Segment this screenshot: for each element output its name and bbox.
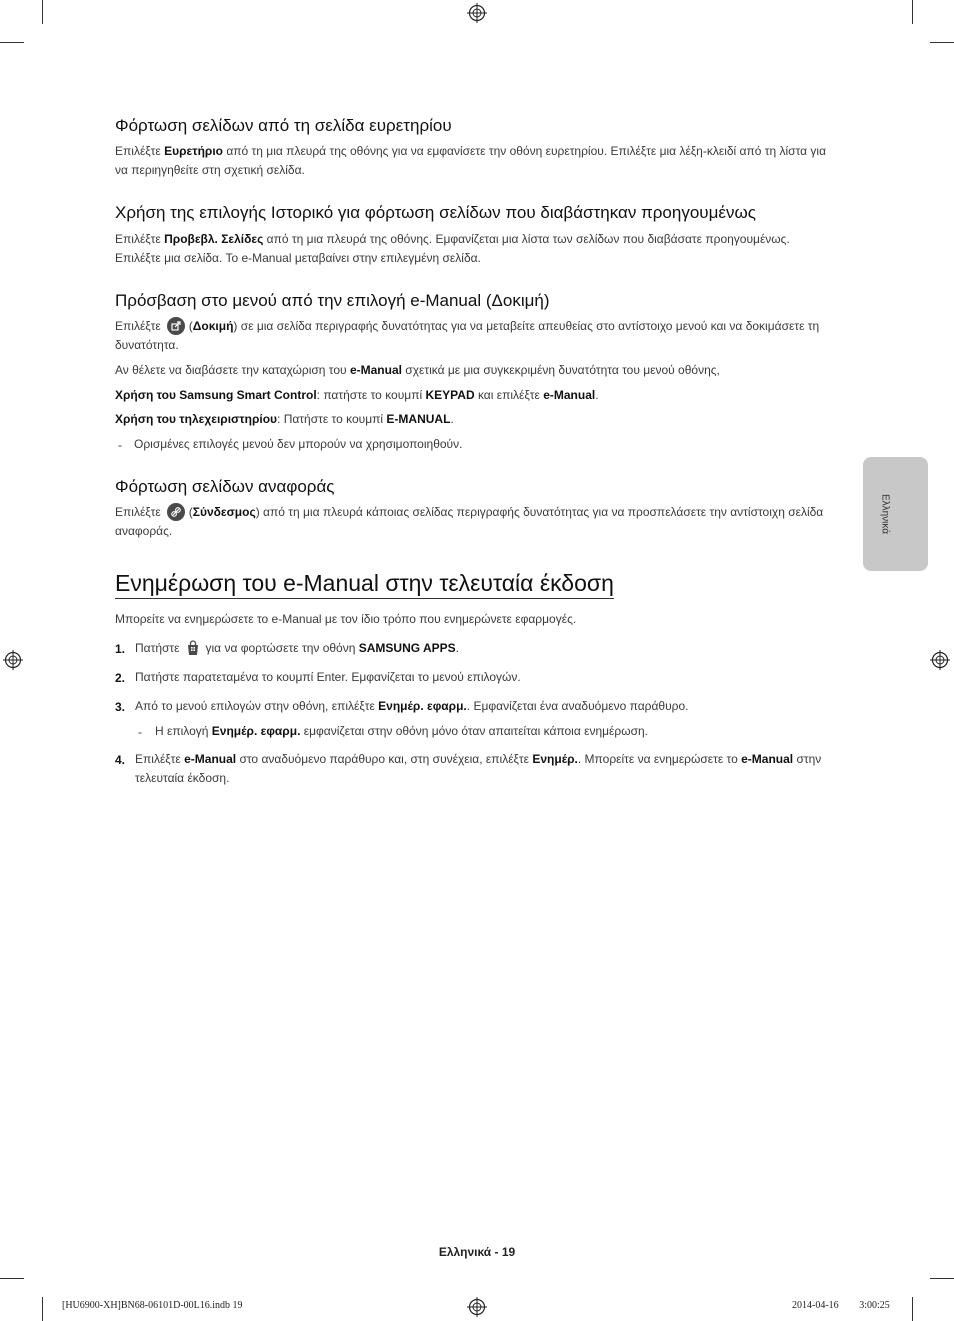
ui-term-update-apps: Ενημέρ. εφαρμ. — [211, 724, 301, 738]
text: στο αναδυόμενο παράθυρο και, στη συνέχεια, επιλέξτε — [236, 752, 533, 766]
text: Αν θέλετε να διαβάσετε την καταχώριση του — [115, 363, 350, 377]
text: Επιλέξτε — [115, 232, 165, 246]
registration-mark-icon — [467, 3, 487, 23]
step-number: 2. — [115, 671, 126, 685]
ui-term-emanual-button: E-MANUAL — [386, 412, 451, 426]
step-1 — [135, 639, 825, 658]
text: ) από τη μια πλευρά κάποιας σελίδας περιγραφής δυνατότητας για να προσπελάσετε την αντίστοιχη σελίδα αναφοράς. — [115, 505, 824, 538]
ui-term-update: Ενημέρ. — [532, 752, 578, 766]
note-dash: - — [118, 438, 122, 452]
text: Από το μενού επιλογών στην οθόνη, επιλέξτε — [135, 699, 379, 713]
section-heading-try-now: Πρόσβαση στο μενού από την επιλογή e-Manual (Δοκιμή) — [115, 291, 550, 310]
text: . — [455, 641, 459, 655]
ui-term-update-apps: Ενημέρ. εφαρμ. — [378, 699, 467, 713]
registration-mark-icon — [3, 650, 23, 670]
main-heading: Ενημέρωση του e-Manual στην τελευταία έκδοση — [115, 570, 614, 599]
ui-term-link: Σύνδεσμος — [192, 505, 256, 519]
ui-term-remote: Χρήση του τηλεχειριστηρίου — [115, 412, 278, 426]
text: Πατήστε — [135, 641, 180, 655]
main-intro: Μπορείτε να ενημερώσετε το e-Manual με τον ίδιο τρόπο που ενημερώνετε εφαρμογές. — [115, 612, 577, 626]
crop-mark — [930, 1278, 954, 1279]
text: Επιλέξτε — [115, 505, 161, 519]
crop-mark — [930, 42, 954, 43]
text: . Εμφανίζεται ένα αναδυόμενο παράθυρο. — [466, 699, 689, 713]
ui-term-emanual: e-Manual — [349, 363, 402, 377]
footer-file-info: [HU6900-XH]BN68-06101D-00L16.indb 19 — [62, 1300, 243, 1311]
ui-term-viewed-pages: Προβεβλ. Σελίδες — [164, 232, 264, 246]
section-try-now-text — [115, 317, 837, 355]
step-3 — [135, 697, 825, 716]
link-icon — [167, 503, 185, 521]
text: : Πατήστε το κουμπί — [277, 412, 387, 426]
registration-mark-icon — [930, 650, 950, 670]
section-heading-reference: Φόρτωση σελίδων αναφοράς — [115, 477, 335, 496]
language-side-tab — [863, 457, 928, 571]
language-side-tab-label: Ελληνικά — [879, 493, 891, 535]
step-2: Πατήστε παρατεταμένα το κουμπί Enter. Εμφανίζεται το μενού επιλογών. — [135, 670, 521, 684]
section-try-now-text-2 — [115, 361, 837, 380]
section-try-now-note: Ορισμένες επιλογές μενού δεν μπορούν να χρησιμοποιηθούν. — [134, 437, 463, 451]
text: Επιλέξτε — [115, 144, 165, 158]
crop-mark — [912, 1297, 913, 1321]
text: Η επιλογή — [155, 724, 212, 738]
text: . — [595, 388, 599, 402]
crop-mark — [0, 42, 24, 43]
ui-term-emanual: e-Manual — [543, 388, 596, 402]
step-number: 1. — [115, 642, 126, 656]
text: και επιλέξτε — [474, 388, 544, 402]
section-reference-text — [115, 503, 837, 541]
text: ) σε μια σελίδα περιγραφής δυνατότητας για να μεταβείτε απευθείας στο αντίστοιχο μενού και να δοκιμάσετε τη δυνατότητα. — [115, 319, 820, 352]
crop-mark — [42, 1297, 43, 1321]
page-number: Ελληνικά - 19 — [438, 1245, 516, 1259]
ui-term-emanual: e-Manual — [741, 752, 794, 766]
step-3-note — [155, 722, 825, 741]
text: . — [450, 412, 454, 426]
text: από τη μια πλευρά της οθόνης. Εμφανίζεται μια λίστα των σελίδων που διαβάσατε προηγουμένως. Επιλέξτε μια σελίδα. Το e-Manual μεταβαίνει στην επιλεγμένη σελίδα. — [115, 232, 790, 265]
text: από τη μια πλευρά της οθόνης για να εμφανίσετε την οθόνη ευρετηρίου. Επιλέξτε μια λέξη-κλειδί από τη λίστα για να περιηγηθείτε στη σχετική σελίδα. — [115, 144, 827, 177]
step-number: 4. — [115, 753, 126, 767]
ui-term-emanual: e-Manual — [184, 752, 237, 766]
text: σχετικά με μια συγκεκριμένη δυνατότητα του μενού οθόνης, — [401, 363, 720, 377]
text: εμφανίζεται στην οθόνη μόνο όταν απαιτείται κάποια ενημέρωση. — [300, 724, 648, 738]
text: : πατήστε το κουμπί — [316, 388, 426, 402]
text: . Μπορείτε να ενημερώσετε το — [577, 752, 742, 766]
ui-term-keypad: KEYPAD — [425, 388, 475, 402]
text: για να φορτώσετε την οθόνη — [205, 641, 359, 655]
crop-mark — [912, 0, 913, 24]
crop-mark — [0, 1278, 24, 1279]
section-history-text — [115, 230, 837, 268]
section-try-now-remote — [115, 410, 837, 429]
text: Επιλέξτε — [115, 319, 161, 333]
ui-term-samsung-apps: SAMSUNG APPS — [358, 641, 456, 655]
registration-mark-icon — [467, 1297, 487, 1317]
text: στην τελευταία έκδοση. — [135, 752, 822, 785]
samsung-apps-icon — [186, 640, 200, 656]
step-4 — [135, 750, 825, 788]
ui-term-try-now: Δοκιμή — [192, 319, 234, 333]
text: ( — [188, 319, 193, 333]
section-heading-index: Φόρτωση σελίδων από τη σελίδα ευρετηρίου — [115, 116, 452, 135]
text: ( — [188, 505, 193, 519]
ui-term-index: Ευρετήριο — [164, 144, 223, 158]
try-now-icon — [167, 317, 185, 335]
section-index-text — [115, 142, 837, 180]
text: Επιλέξτε — [135, 752, 185, 766]
note-dash: - — [138, 725, 142, 739]
ui-term-smart-control: Χρήση του Samsung Smart Control — [115, 388, 317, 402]
section-heading-history: Χρήση της επιλογής Ιστορικό για φόρτωση σελίδων που διαβάστηκαν προηγουμένως — [115, 203, 756, 222]
crop-mark — [42, 0, 43, 24]
section-try-now-smart-control — [115, 386, 837, 405]
step-number: 3. — [115, 700, 126, 714]
footer-timestamp: 2014-04-16 ￿￿ 3:00:25 — [792, 1300, 890, 1311]
